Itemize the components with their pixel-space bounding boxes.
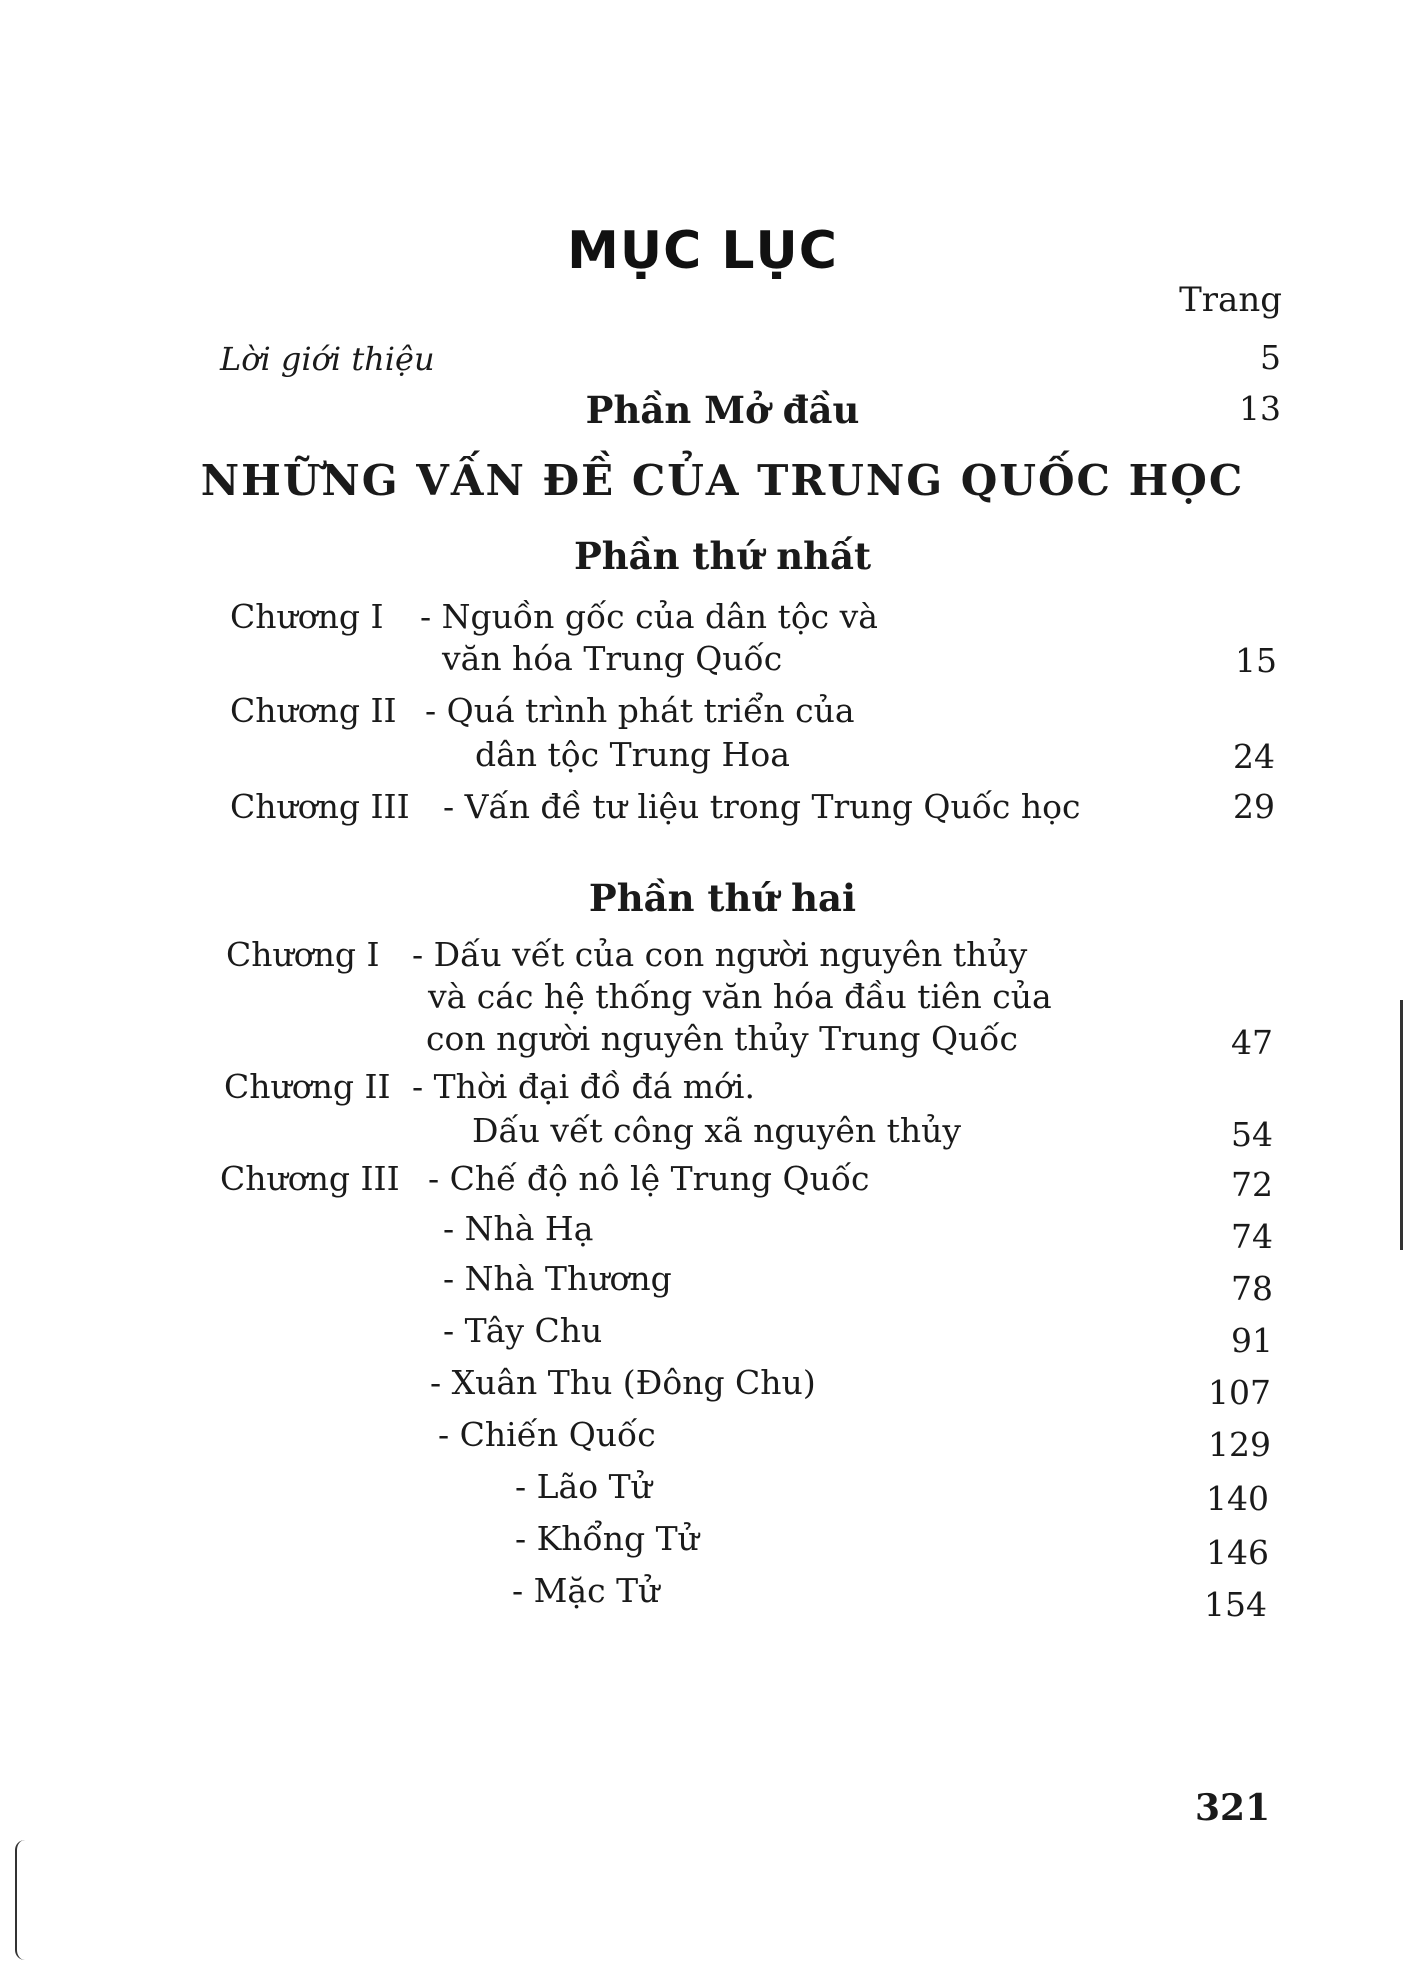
subsection-page: 78 <box>1231 1269 1273 1308</box>
part1-ch2-line1: - Quá trình phát triển của <box>425 691 855 730</box>
subsubsection-page: 146 <box>1206 1533 1269 1572</box>
intro-label: Lời giới thiệu <box>220 340 435 378</box>
part1-ch2-page: 24 <box>1233 737 1275 776</box>
subsubsection-label: - Lão Tử <box>515 1467 652 1506</box>
part2-ch1-number: Chương I <box>226 935 380 974</box>
part1-ch3-number: Chương III <box>230 787 410 826</box>
part1-ch1-page: 15 <box>1235 641 1277 680</box>
page-column-header: Trang <box>1179 280 1282 320</box>
part2-ch3-number: Chương III <box>220 1159 400 1198</box>
part2-ch1-line2: và các hệ thống văn hóa đầu tiên của <box>428 977 1052 1016</box>
subsection-label: - Chiến Quốc <box>438 1415 656 1454</box>
subsection-page: 74 <box>1231 1217 1273 1256</box>
subsection-page: 107 <box>1208 1373 1271 1412</box>
subsubsection-page: 140 <box>1206 1479 1269 1518</box>
part1-ch2-number: Chương II <box>230 691 397 730</box>
subsubsection-page: 154 <box>1204 1585 1267 1624</box>
binding-mark <box>15 1840 37 1960</box>
part2-ch2-line1: - Thời đại đồ đá mới. <box>412 1067 755 1106</box>
part2-ch2-page: 54 <box>1231 1115 1273 1154</box>
part1-ch2-line2: dân tộc Trung Hoa <box>475 735 790 774</box>
page-number: 321 <box>1195 1787 1271 1829</box>
opening-part-label: Phần Mở đầu <box>585 388 860 432</box>
opening-part-page: 13 <box>1239 389 1281 428</box>
page-title: MỤC LỤC <box>567 221 838 281</box>
main-heading: NHỮNG VẤN ĐỀ CỦA TRUNG QUỐC HỌC <box>200 456 1245 505</box>
part2-ch1-page: 47 <box>1231 1023 1273 1062</box>
subsection-label: - Tây Chu <box>443 1311 603 1350</box>
subsection-label: - Nhà Hạ <box>443 1209 594 1248</box>
subsection-label: - Nhà Thương <box>443 1259 672 1298</box>
part1-ch3-line1: - Vấn đề tư liệu trong Trung Quốc học <box>443 787 1081 826</box>
part1-ch1-line2: văn hóa Trung Quốc <box>442 639 783 678</box>
part2-ch1-line3: con người nguyên thủy Trung Quốc <box>426 1019 1018 1058</box>
part2-ch3-page: 72 <box>1231 1165 1273 1204</box>
subsection-page: 129 <box>1208 1425 1271 1464</box>
part2-ch3-line1: - Chế độ nô lệ Trung Quốc <box>428 1159 870 1198</box>
subsubsection-label: - Mặc Tử <box>512 1571 660 1610</box>
part2-ch2-line2: Dấu vết công xã nguyên thủy <box>472 1111 962 1150</box>
margin-line <box>1400 1000 1403 1250</box>
part1-ch1-line1: - Nguồn gốc của dân tộc và <box>420 597 878 636</box>
part1-label: Phần thứ nhất <box>573 534 872 578</box>
part1-ch1-number: Chương I <box>230 597 384 636</box>
intro-page: 5 <box>1260 338 1281 377</box>
subsection-page: 91 <box>1231 1321 1273 1360</box>
part2-ch1-line1: - Dấu vết của con người nguyên thủy <box>412 935 1028 974</box>
subsubsection-label: - Khổng Tử <box>515 1519 699 1558</box>
part2-label: Phần thứ hai <box>588 876 857 920</box>
subsection-label: - Xuân Thu (Đông Chu) <box>430 1363 816 1402</box>
part2-ch2-number: Chương II <box>224 1067 391 1106</box>
part1-ch3-page: 29 <box>1233 787 1275 826</box>
